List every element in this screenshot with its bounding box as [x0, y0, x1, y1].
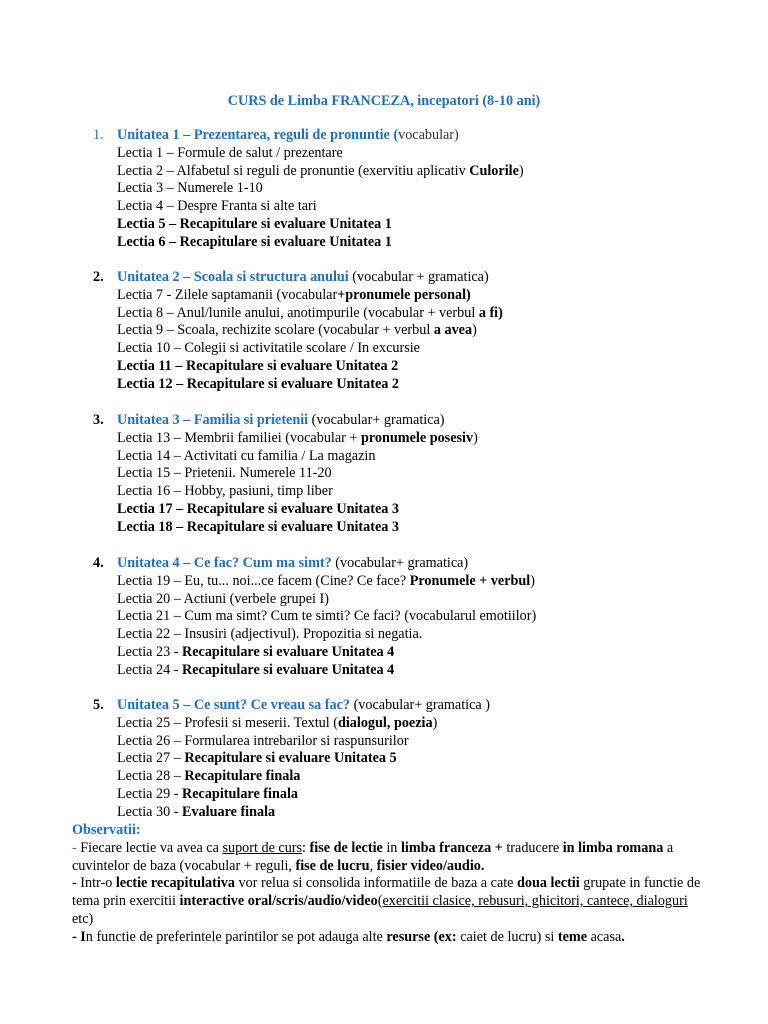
unit-1 [93, 127, 757, 252]
observations [72, 822, 702, 947]
lesson: Lectia 19 – Eu, tu... noi...ce facem (Cine? Ce face? Pronumele + verbul) [117, 572, 535, 589]
lesson: Lectia 20 – Actiuni (verbele grupei I) [117, 590, 329, 607]
lesson: Lectia 18 – Recapitulare si evaluare Unitatea 3 [117, 518, 399, 535]
unit-heading [117, 127, 757, 145]
lesson: Lectia 5 – Recapitulare si evaluare Unitatea 1 [117, 215, 392, 232]
unit-number: 3. [93, 412, 104, 428]
lesson: Lectia 17 – Recapitulare si evaluare Unitatea 3 [117, 500, 399, 517]
lesson: Lectia 7 - Zilele saptamanii (vocabular+pronumele personal) [117, 286, 471, 303]
lesson: Lectia 3 – Numerele 1-10 [117, 180, 263, 197]
lesson: Lectia 2 – Alfabetul si reguli de pronuntie (exervitiu aplicativ Culorile) [117, 162, 524, 179]
unit-2 [93, 269, 757, 394]
lesson: Lectia 22 – Insusiri (adjectivul). Propozitia si negatia. [117, 626, 423, 643]
lesson: Lectia 8 – Anul/lunile anului, anotimpurile (vocabular + verbul a fi) [117, 304, 503, 321]
lesson: Lectia 26 – Formularea intrebarilor si raspunsurilor [117, 732, 409, 749]
unit-number: 5. [93, 697, 104, 713]
observation-1: - Fiecare lectie va avea ca suport de curs: fise de lectie in limba franceza + traducere in limba romana a cuvintelor de baza (vocabular + reguli, fise de lucru, fisier video/audio. [72, 839, 674, 874]
lesson: Lectia 1 – Formule de salut / prezentare [117, 144, 343, 161]
lesson: Lectia 13 – Membrii familiei (vocabular + pronumele posesiv) [117, 429, 478, 446]
document-title: CURS de Limba FRANCEZA, incepatori (8-10 ani) [227, 93, 541, 109]
observation-3: - In functie de preferintele parintilor se pot adauga alte resurse (ex: caiet de lucru) si teme acasa. [72, 928, 625, 945]
lesson: Lectia 4 – Despre Franta si alte tari [117, 198, 317, 215]
lesson: Lectia 14 – Activitati cu familia / La magazin [117, 447, 376, 464]
unit-heading-suffix: vocabular) [398, 127, 459, 143]
unit-title: Unitatea 2 – Scoala si structura anului [117, 269, 349, 285]
unit-heading [117, 269, 757, 287]
unit-title: Unitatea 4 – Ce fac? Cum ma simt? [117, 555, 332, 571]
unit-4 [93, 555, 757, 680]
unit-title: Unitatea 1 – Prezentarea, reguli de pronuntie ( [117, 127, 399, 143]
unit-heading [117, 412, 757, 430]
unit-title: Unitatea 5 – Ce sunt? Ce vreau sa fac? [117, 697, 351, 713]
lesson: Lectia 16 – Hobby, pasiuni, timp liber [117, 483, 333, 500]
lesson: Lectia 6 – Recapitulare si evaluare Unitatea 1 [117, 233, 392, 250]
lesson: Lectia 24 - Recapitulare si evaluare Unitatea 4 [117, 661, 395, 678]
observations-title: Observatii: [72, 822, 141, 838]
lesson: Lectia 28 – Recapitulare finala [117, 768, 301, 785]
unit-number: 1. [93, 127, 104, 143]
observation-2: - Intr-o lectie recapitulativa vor relua si consolida informatiile de baza a cate doua lectii grupate in functie de tema prin exercitii interactive oral/scris/audio/video(exercitii clasice, rebusuri, ghicitori, cantece, dialoguri etc) [72, 875, 701, 927]
unit-heading-suffix: (vocabular+ gramatica) [331, 555, 469, 571]
unit-5 [93, 697, 757, 822]
unit-title: Unitatea 3 – Familia si prietenii [117, 412, 309, 428]
lesson: Lectia 27 – Recapitulare si evaluare Unitatea 5 [117, 750, 397, 767]
lesson: Lectia 25 – Profesii si meserii. Textul (dialogul, poezia) [117, 714, 438, 731]
unit-number: 2. [93, 269, 104, 285]
lesson: Lectia 29 - Recapitulare finala [117, 785, 298, 802]
unit-3 [93, 412, 757, 537]
lesson: Lectia 12 – Recapitulare si evaluare Unitatea 2 [117, 375, 399, 392]
unit-heading-suffix: (vocabular + gramatica) [348, 269, 489, 285]
lesson: Lectia 15 – Prietenii. Numerele 11-20 [117, 465, 332, 482]
lesson: Lectia 9 – Scoala, rechizite scolare (vocabular + verbul a avea) [117, 322, 477, 339]
lesson: Lectia 11 – Recapitulare si evaluare Unitatea 2 [117, 357, 399, 374]
unit-heading [117, 555, 757, 573]
unit-number: 4. [93, 555, 104, 571]
unit-heading-suffix: (vocabular+ gramatica) [308, 412, 445, 428]
lesson: Lectia 10 – Colegii si activitatile scolare / In excursie [117, 340, 420, 357]
lesson: Lectia 23 - Recapitulare si evaluare Unitatea 4 [117, 643, 395, 660]
unit-heading-suffix: (vocabular+ gramatica ) [350, 697, 490, 713]
unit-heading [117, 697, 757, 715]
lesson: Lectia 30 - Evaluare finala [117, 803, 276, 820]
lesson: Lectia 21 – Cum ma simt? Cum te simti? Ce faci? (vocabularul emotiilor) [117, 608, 537, 625]
